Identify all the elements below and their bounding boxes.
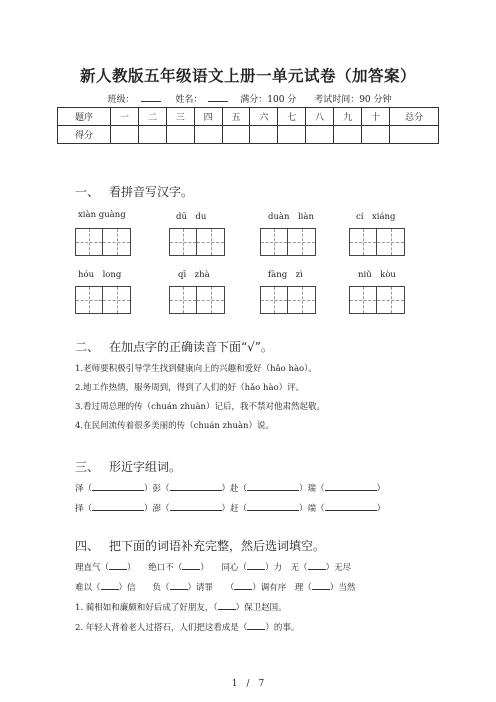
pinyin-label: qī zhà [178,270,210,280]
tianzi-box[interactable] [169,286,197,314]
answer-blank[interactable] [247,482,299,491]
table-header-cell: 题序 [58,108,111,126]
tianzi-box[interactable] [260,228,288,256]
question-line: 3.看过周总理的传（chuán zhuàn）记后，我不禁对他肃然起敬。 [75,402,326,412]
section-1-heading: 一、 看拼音写汉字。 [75,185,194,199]
score-cell[interactable] [111,126,139,144]
tianzi-box[interactable] [197,228,225,256]
score-cell[interactable] [334,126,362,144]
word-group-row: 择（ ）澎（ ）赶（ ）端（ ） [75,504,386,514]
answer-blank[interactable] [218,601,236,610]
score-table-header-row [58,108,439,126]
score-cell[interactable] [194,126,222,144]
score-cell[interactable] [138,126,166,144]
tianzi-box[interactable] [75,228,103,256]
table-header-cell: 八 [306,108,334,126]
table-header-cell: 五 [222,108,250,126]
writing-grid [75,286,131,314]
tianzi-box[interactable] [75,286,103,314]
writing-grid [169,228,225,256]
row-label: 得分 [58,126,111,144]
answer-blank[interactable] [109,561,127,570]
full-score: 满分：100 分 [240,95,297,105]
fill-in-question: 1. 蔺相如和廉颇和好后成了好朋友，（ ）保卫赵国。 [75,603,287,613]
tianzi-box[interactable] [349,228,377,256]
answer-blank[interactable] [170,482,222,491]
page-title: 新人教版五年级语文上册一单元试卷（加答案） [79,66,416,85]
section-2-heading: 二、 在加点字的正确读音下面“√”。 [75,340,273,354]
answer-blank[interactable] [247,561,265,570]
section-3-heading: 三、 形近字组词。 [75,460,182,474]
table-header-cell: 十 [362,108,390,126]
tianzi-box[interactable] [260,286,288,314]
answer-blank[interactable] [101,581,119,590]
name-blank[interactable] [208,93,228,102]
answer-blank[interactable] [325,482,377,491]
table-header-cell: 总分 [390,108,439,126]
writing-grid [75,228,131,256]
pinyin-label: cí xiáng [356,212,396,222]
score-cell[interactable] [250,126,278,144]
pinyin-label: fàng zì [268,270,303,280]
name-label: 姓名： [172,95,231,105]
section-4-heading: 四、 把下面的词语补充完整，然后选词填空。 [75,539,326,553]
score-table [57,107,439,144]
writing-grid [260,228,316,256]
idiom-row: 难以（ ）信 负（ ）请罪 （ ）调有序 理（ ）当然 [75,583,356,593]
answer-blank[interactable] [182,561,200,570]
answer-blank[interactable] [325,502,377,511]
exam-time: 考试时间：90 分钟 [314,95,392,105]
table-header-cell: 七 [278,108,306,126]
answer-blank[interactable] [92,482,144,491]
pinyin-label: dū du [176,212,207,222]
answer-blank[interactable] [247,502,299,511]
table-header-cell: 九 [334,108,362,126]
question-line: 2.地工作热情，服务周到，得到了人们的好（hǎo hào）评。 [75,383,305,393]
class-blank[interactable] [141,93,161,102]
question-line: 4.在民间流传着很多美丽的传（chuán zhuàn）说。 [75,421,275,431]
tianzi-box[interactable] [197,286,225,314]
tianzi-box[interactable] [377,228,405,256]
writing-grid [349,228,405,256]
class-label: 班级： [104,95,163,105]
answer-blank[interactable] [170,502,222,511]
table-header-cell: 一 [111,108,139,126]
writing-grid [260,286,316,314]
score-table-row [58,126,439,144]
answer-blank[interactable] [312,581,330,590]
tianzi-box[interactable] [288,228,316,256]
table-header-cell: 四 [194,108,222,126]
fill-in-question: 2. 年轻人背着老人过搭石，人们把这看成是（ ）的事。 [75,623,300,633]
score-cell[interactable] [166,126,194,144]
tianzi-box[interactable] [288,286,316,314]
answer-blank[interactable] [92,502,144,511]
idiom-row: 理直气（ ） 绝口不（ ） 同心（ ）力 无（ ）无尽 [75,563,352,573]
pinyin-label: hóu long [78,270,122,280]
score-cell[interactable] [306,126,334,144]
answer-blank[interactable] [170,581,188,590]
exam-info [0,92,496,105]
score-cell[interactable] [222,126,250,144]
page-number: 1 / 7 [231,679,265,689]
answer-blank[interactable] [234,581,252,590]
score-cell[interactable] [362,126,390,144]
tianzi-box[interactable] [377,286,405,314]
word-group-row: 泽（ ）彭（ ）赴（ ）瑞（ ） [75,484,386,494]
table-header-cell: 六 [250,108,278,126]
tianzi-box[interactable] [349,286,377,314]
tianzi-box[interactable] [103,228,131,256]
question-line: 1.老师要积极引导学生找到健康向上的兴趣和爱好（hǎo hào）。 [75,364,317,374]
table-header-cell: 三 [166,108,194,126]
answer-blank[interactable] [247,621,265,630]
pinyin-label: duàn liàn [268,212,314,222]
tianzi-box[interactable] [103,286,131,314]
writing-grid [349,286,405,314]
score-cell[interactable] [390,126,439,144]
answer-blank[interactable] [308,561,326,570]
table-header-cell: 二 [138,108,166,126]
score-cell[interactable] [278,126,306,144]
pinyin-label: xiàn guàng [78,210,126,220]
tianzi-box[interactable] [169,228,197,256]
pinyin-label: niǔ kòu [358,270,396,280]
writing-grid [169,286,225,314]
